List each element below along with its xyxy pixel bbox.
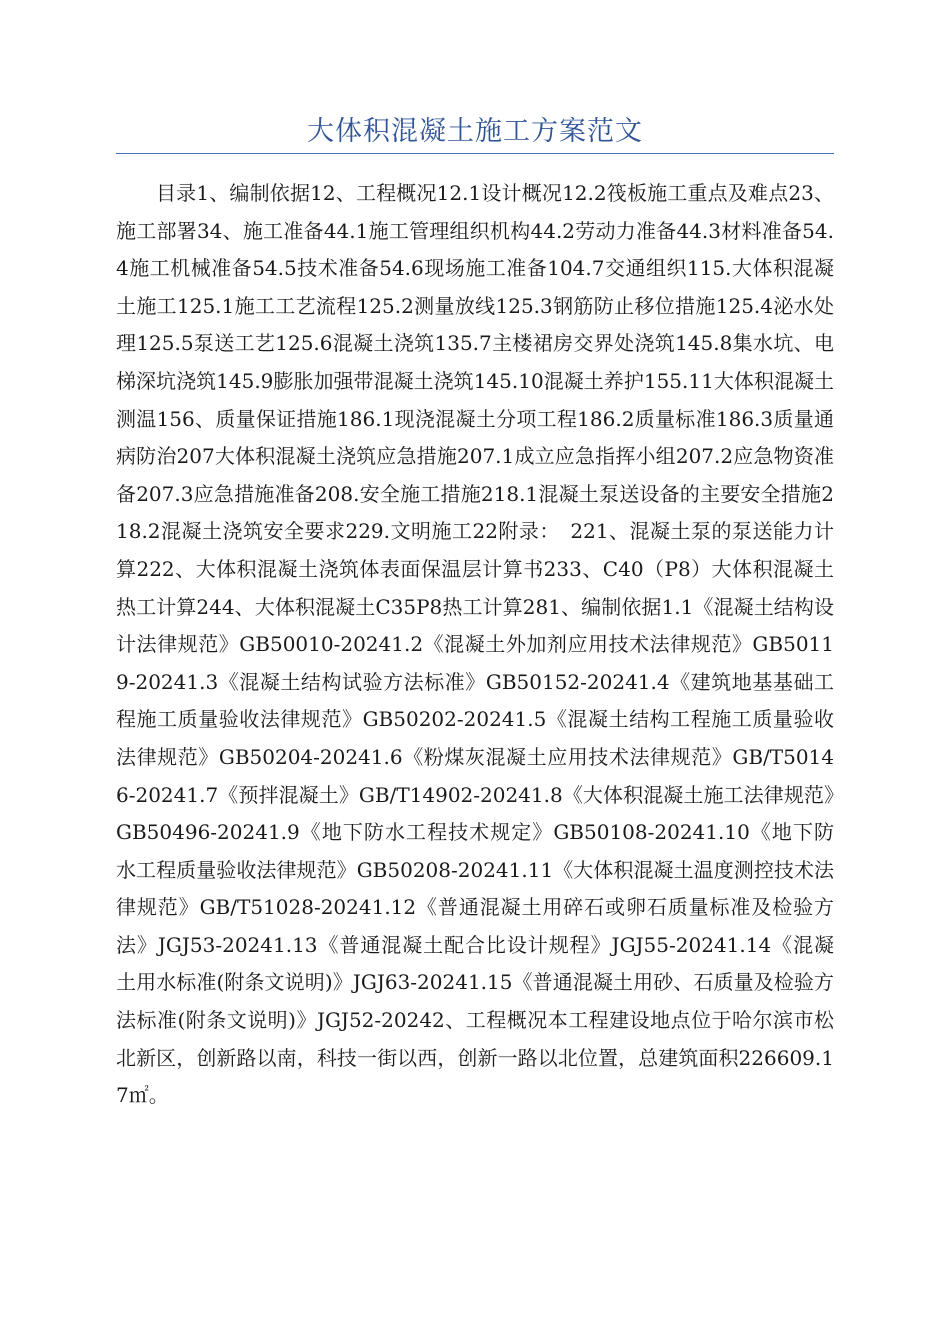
document-body: 目录1、编制依据12、工程概况12.1设计概况12.2筏板施工重点及难点23、施工部署34、施工准备44.1施工管理组织机构44.2劳动力准备44.3材料准备54.4施工机械准备54.5技术准备54.6现场施工准备104.7交通组织115.大体积混凝土施工125.1施工工艺流程125.2测量放线125.3钢筋防止移位措施125.4泌水处理125.5泵送工艺125.6混凝土浇筑135.7主楼裙房交界处浇筑145.8集水坑、电梯深坑浇筑145.9膨胀加强带混凝土浇筑145.10混凝土养护155.11大体积混凝土测温156、质量保证措施186.1现浇混凝土分项工程186.2质量标准186.3质量通病防治207大体积混凝土浇筑应急措施207.1成立应急指挥小组207.2应急物资准备207.3应急措施准备208.安全施工措施218.1混凝土泵送设备的主要安全措施218.2混凝土浇筑安全要求229.文明施工22附录： 221、混凝土泵的泵送能力计算222、大体积混凝土浇筑体表面保温层计算书233、C40（P8）大体积混凝土热工计算244、大体积混凝土C35P8热工计算281、编制依据1.1《混凝土结构设计法律规范》GB50010-20241.2《混凝土外加剂应用技术法律规范》GB50119-20241.3《混凝土结构试验方法标准》GB50152-20241.4《建筑地基基础工程施工质量验收法律规范》GB50202-20241.5《混凝土结构工程施工质量验收法律规范》GB50204-20241.6《粉煤灰混凝土应用技术法律规范》GB/T50146-20241.7《预拌混凝土》GB/T14902-20241.8《大体积混凝土施工法律规范》GB50496-20241.9《地下防水工程技术规定》GB50108-20241.10《地下防水工程质量验收法律规范》GB50208-20241.11《大体积混凝土温度测控技术法律规范》GB/T51028-20241.12《普通混凝土用碎石或卵石质量标准及检验方法》JGJ53-20241.13《普通混凝土配合比设计规程》JGJ55-20241.14《混凝土用水标准(附条文说明)》JGJ63-20241.15《普通混凝土用砂、石质量及检验方法标准(附条文说明)》JGJ52-20242、工程概况本工程建设地点位于哈尔滨市松北新区，创新路以南，科技一街以西，创新一路以北位置，总建筑面积226609.17㎡。 <box>116 181 834 1108</box>
title-underline <box>116 153 834 154</box>
document-title: 大体积混凝土施工方案范文 <box>307 116 643 147</box>
